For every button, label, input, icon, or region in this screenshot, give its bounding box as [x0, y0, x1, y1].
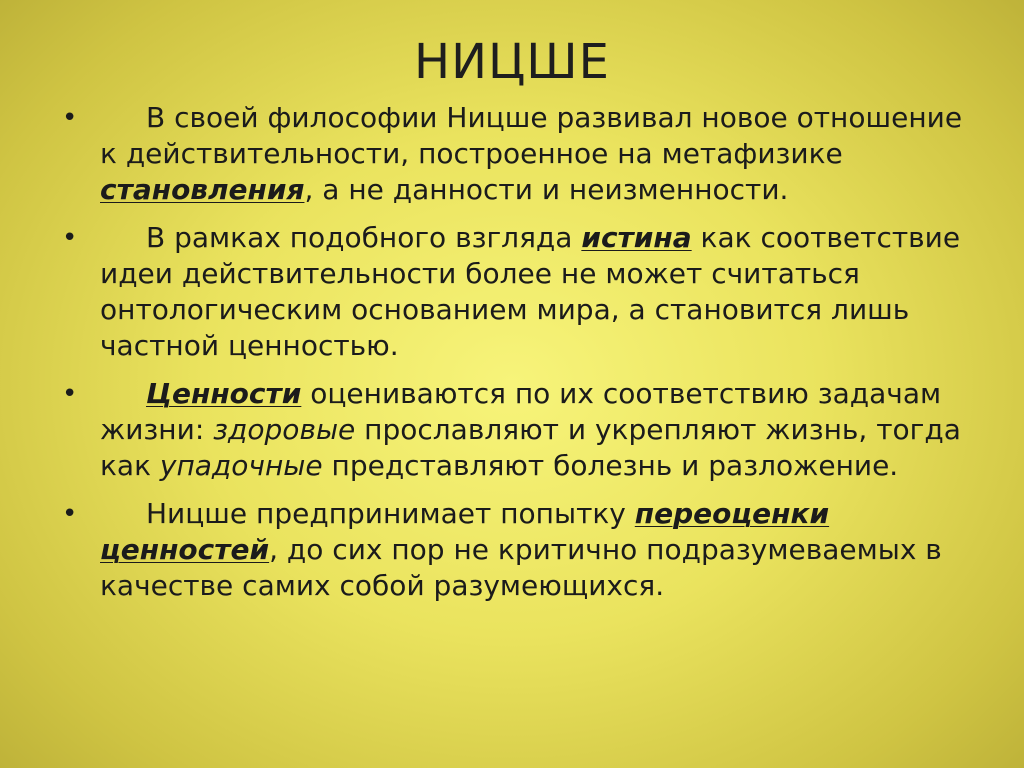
emphasis-term: становления — [100, 173, 305, 206]
bullet-item — [0, 220, 980, 364]
bullet-text: , до сих пор не критично подразумеваемых в качестве самих собой разумеющихся. — [100, 533, 942, 602]
italic-term: здоровые — [213, 413, 356, 446]
bullet-text: , а не данности и неизменности. — [304, 173, 789, 206]
bullet-marker: • — [62, 103, 78, 133]
bullet-text: Ницше предпринимает попытку — [146, 497, 635, 530]
bullet-item — [0, 376, 980, 484]
bullet-marker: • — [62, 499, 78, 529]
bullet-list — [0, 100, 1024, 616]
emphasis-term: переоценки ценностей — [100, 497, 830, 566]
bullet-text: В рамках подобного взгляда — [146, 221, 582, 254]
slide-title: НИЦШЕ — [414, 34, 610, 90]
bullet-text: оцениваются по их соответствию задачам жизни: — [100, 377, 942, 446]
emphasis-term: истина — [581, 221, 692, 254]
bullet-text: представляют болезнь и разложение. — [322, 449, 899, 482]
bullet-text: прославляют и укрепляют жизнь, тогда как — [100, 413, 961, 482]
bullet-text: как соответствие идеи действительности более не может считаться онтологическим основанием мира, а становится лишь частной ценностью. — [100, 221, 961, 362]
bullet-text: В своей философии Ницше развивал новое отношение к действительности, построенное на метафизике — [100, 101, 963, 170]
bullet-marker: • — [62, 223, 78, 253]
emphasis-term: Ценности — [146, 377, 302, 410]
italic-term: упадочные — [159, 449, 323, 482]
bullet-item — [0, 100, 980, 208]
bullet-item — [0, 496, 980, 604]
bullet-marker: • — [62, 379, 78, 409]
